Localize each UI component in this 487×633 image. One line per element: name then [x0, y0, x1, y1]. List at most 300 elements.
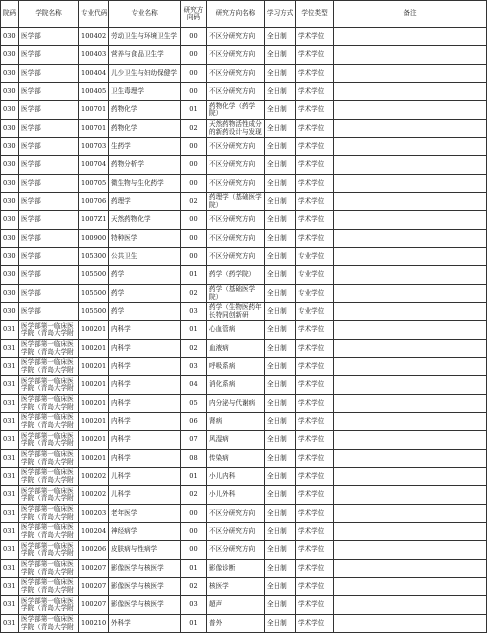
study-mode-cell: 全日制 [265, 120, 296, 138]
college-name-cell: 医学部 [19, 120, 79, 138]
direction-name-cell: 不区分研究方向 [207, 83, 265, 101]
table-header-row [1, 1, 487, 28]
college-name-cell: 医学部 [19, 175, 79, 193]
direction-code-cell: 06 [181, 413, 207, 431]
direction-name-cell: 小儿外科 [207, 486, 265, 505]
direction-code-cell: 05 [181, 395, 207, 413]
direction-code-cell: 01 [181, 468, 207, 486]
header-cell: 专业代码 [79, 1, 109, 28]
study-mode-cell: 全日制 [265, 376, 296, 395]
degree-type-cell: 学术学位 [296, 120, 334, 138]
degree-type-cell: 学术学位 [296, 340, 334, 358]
table-row [1, 541, 487, 560]
college-name-cell: 医学部 [19, 211, 79, 230]
remarks-cell [334, 413, 487, 431]
direction-code-cell: 01 [181, 560, 207, 578]
major-code-cell: 100701 [79, 120, 109, 138]
college-code-cell: 031 [1, 615, 19, 633]
major-name-cell: 儿少卫生与妇幼保健学 [109, 65, 181, 83]
major-name-cell: 药学 [109, 303, 181, 321]
remarks-cell [334, 175, 487, 193]
major-name-cell: 内科学 [109, 358, 181, 376]
major-name-cell: 天然药物化学 [109, 211, 181, 230]
degree-type-cell: 专业学位 [296, 285, 334, 303]
direction-name-cell: 药学（生物医药年长特同创新研 [207, 303, 265, 321]
direction-code-cell: 00 [181, 65, 207, 83]
college-name-cell: 医学部第一临床医学院（青岛大学附 [19, 376, 79, 395]
remarks-cell [334, 138, 487, 156]
college-code-cell: 031 [1, 468, 19, 486]
header-cell: 学习方式 [265, 1, 296, 28]
major-name-cell: 微生物与生化药学 [109, 175, 181, 193]
study-mode-cell: 全日制 [265, 505, 296, 523]
college-name-cell: 医学部 [19, 285, 79, 303]
table-row [1, 578, 487, 596]
table-row [1, 101, 487, 120]
remarks-cell [334, 83, 487, 101]
college-name-cell: 医学部 [19, 248, 79, 266]
major-code-cell: 105300 [79, 248, 109, 266]
study-mode-cell: 全日制 [265, 413, 296, 431]
college-code-cell: 030 [1, 101, 19, 120]
study-mode-cell: 全日制 [265, 358, 296, 376]
direction-code-cell: 00 [181, 230, 207, 248]
major-code-cell: 100705 [79, 175, 109, 193]
college-name-cell: 医学部 [19, 230, 79, 248]
direction-code-cell: 00 [181, 138, 207, 156]
major-name-cell: 公共卫生 [109, 248, 181, 266]
table-row [1, 413, 487, 431]
remarks-cell [334, 266, 487, 285]
remarks-cell [334, 285, 487, 303]
major-code-cell: 100404 [79, 65, 109, 83]
direction-name-cell: 药理学（基础医学院） [207, 193, 265, 211]
college-code-cell: 030 [1, 65, 19, 83]
college-code-cell: 030 [1, 211, 19, 230]
major-code-cell: 105500 [79, 303, 109, 321]
direction-name-cell: 天然药物活性成分的新药设计与发现 [207, 120, 265, 138]
degree-type-cell: 学术学位 [296, 615, 334, 633]
degree-type-cell: 专业学位 [296, 248, 334, 266]
table-row [1, 193, 487, 211]
direction-code-cell: 00 [181, 248, 207, 266]
direction-code-cell: 00 [181, 523, 207, 541]
remarks-cell [334, 431, 487, 450]
college-code-cell: 031 [1, 486, 19, 505]
degree-type-cell: 学术学位 [296, 230, 334, 248]
remarks-cell [334, 486, 487, 505]
direction-code-cell: 08 [181, 450, 207, 468]
college-name-cell: 医学部 [19, 28, 79, 46]
major-code-cell: 1007Z1 [79, 211, 109, 230]
college-code-cell: 031 [1, 376, 19, 395]
major-code-cell: 100704 [79, 156, 109, 175]
direction-name-cell: 内分泌与代谢病 [207, 395, 265, 413]
college-name-cell: 医学部 [19, 193, 79, 211]
table-row [1, 120, 487, 138]
major-code-cell: 100207 [79, 560, 109, 578]
college-code-cell: 031 [1, 431, 19, 450]
direction-name-cell: 血液病 [207, 340, 265, 358]
college-code-cell: 031 [1, 596, 19, 615]
major-code-cell: 100201 [79, 321, 109, 340]
study-mode-cell: 全日制 [265, 175, 296, 193]
remarks-cell [334, 46, 487, 65]
college-code-cell: 030 [1, 230, 19, 248]
header-cell: 学位类型 [296, 1, 334, 28]
direction-code-cell: 07 [181, 431, 207, 450]
major-name-cell: 内科学 [109, 413, 181, 431]
major-code-cell: 100201 [79, 358, 109, 376]
table-row [1, 505, 487, 523]
direction-name-cell: 肾病 [207, 413, 265, 431]
major-code-cell: 105500 [79, 266, 109, 285]
table-row [1, 486, 487, 505]
study-mode-cell: 全日制 [265, 523, 296, 541]
direction-code-cell: 02 [181, 193, 207, 211]
table-row [1, 615, 487, 633]
college-code-cell: 031 [1, 340, 19, 358]
major-code-cell: 100201 [79, 395, 109, 413]
remarks-cell [334, 541, 487, 560]
remarks-cell [334, 65, 487, 83]
major-name-cell: 儿科学 [109, 468, 181, 486]
remarks-cell [334, 28, 487, 46]
direction-name-cell: 心血管病 [207, 321, 265, 340]
major-name-cell: 药学 [109, 266, 181, 285]
direction-code-cell: 03 [181, 358, 207, 376]
table-row [1, 28, 487, 46]
table-row [1, 266, 487, 285]
table-row [1, 376, 487, 395]
major-name-cell: 影像医学与核医学 [109, 578, 181, 596]
college-name-cell: 医学部 [19, 65, 79, 83]
degree-type-cell: 学术学位 [296, 211, 334, 230]
remarks-cell [334, 523, 487, 541]
college-name-cell: 医学部第一临床医学院（青岛大学附 [19, 541, 79, 560]
study-mode-cell: 全日制 [265, 578, 296, 596]
table-row [1, 450, 487, 468]
direction-code-cell: 04 [181, 376, 207, 395]
college-code-cell: 031 [1, 413, 19, 431]
college-name-cell: 医学部第一临床医学院（青岛大学附 [19, 486, 79, 505]
remarks-cell [334, 578, 487, 596]
college-code-cell: 030 [1, 266, 19, 285]
major-code-cell: 100201 [79, 340, 109, 358]
degree-type-cell: 学术学位 [296, 175, 334, 193]
direction-code-cell: 00 [181, 541, 207, 560]
table-body [1, 28, 487, 633]
remarks-cell [334, 120, 487, 138]
study-mode-cell: 全日制 [265, 83, 296, 101]
direction-name-cell: 不区分研究方向 [207, 230, 265, 248]
direction-name-cell: 消化系病 [207, 376, 265, 395]
study-mode-cell: 全日制 [265, 431, 296, 450]
direction-name-cell: 不区分研究方向 [207, 65, 265, 83]
table-row [1, 230, 487, 248]
study-mode-cell: 全日制 [265, 156, 296, 175]
study-mode-cell: 全日制 [265, 248, 296, 266]
degree-type-cell: 专业学位 [296, 303, 334, 321]
direction-name-cell: 核医学 [207, 578, 265, 596]
table-row [1, 395, 487, 413]
college-name-cell: 医学部第一临床医学院（青岛大学附 [19, 413, 79, 431]
table-row [1, 65, 487, 83]
direction-code-cell: 01 [181, 615, 207, 633]
study-mode-cell: 全日制 [265, 266, 296, 285]
table-row [1, 285, 487, 303]
remarks-cell [334, 248, 487, 266]
degree-type-cell: 学术学位 [296, 523, 334, 541]
major-code-cell: 100405 [79, 83, 109, 101]
direction-name-cell: 不区分研究方向 [207, 156, 265, 175]
direction-code-cell: 00 [181, 156, 207, 175]
direction-code-cell: 02 [181, 578, 207, 596]
major-name-cell: 药物化学 [109, 120, 181, 138]
remarks-cell [334, 615, 487, 633]
study-mode-cell: 全日制 [265, 28, 296, 46]
study-mode-cell: 全日制 [265, 138, 296, 156]
college-name-cell: 医学部 [19, 156, 79, 175]
direction-code-cell: 01 [181, 266, 207, 285]
degree-type-cell: 学术学位 [296, 138, 334, 156]
college-code-cell: 030 [1, 138, 19, 156]
college-name-cell: 医学部 [19, 266, 79, 285]
major-name-cell: 营养与食品卫生学 [109, 46, 181, 65]
direction-code-cell: 01 [181, 321, 207, 340]
major-code-cell: 100201 [79, 413, 109, 431]
direction-code-cell: 00 [181, 46, 207, 65]
table-row [1, 156, 487, 175]
college-name-cell: 医学部第一临床医学院（青岛大学附 [19, 560, 79, 578]
major-code-cell: 105500 [79, 285, 109, 303]
table-row [1, 523, 487, 541]
college-code-cell: 030 [1, 285, 19, 303]
college-name-cell: 医学部 [19, 46, 79, 65]
major-code-cell: 100210 [79, 615, 109, 633]
study-mode-cell: 全日制 [265, 596, 296, 615]
degree-type-cell: 学术学位 [296, 395, 334, 413]
study-mode-cell: 全日制 [265, 468, 296, 486]
degree-type-cell: 学术学位 [296, 468, 334, 486]
major-code-cell: 100201 [79, 450, 109, 468]
college-code-cell: 030 [1, 83, 19, 101]
table-row [1, 596, 487, 615]
direction-code-cell: 02 [181, 486, 207, 505]
major-name-cell: 影像医学与核医学 [109, 560, 181, 578]
direction-name-cell: 药物化学（药学院） [207, 101, 265, 120]
direction-name-cell: 不区分研究方向 [207, 523, 265, 541]
college-name-cell: 医学部第一临床医学院（青岛大学附 [19, 578, 79, 596]
study-mode-cell: 全日制 [265, 230, 296, 248]
direction-code-cell: 02 [181, 120, 207, 138]
major-name-cell: 儿科学 [109, 486, 181, 505]
study-mode-cell: 全日制 [265, 211, 296, 230]
college-name-cell: 医学部第一临床医学院（青岛大学附 [19, 523, 79, 541]
remarks-cell [334, 468, 487, 486]
major-code-cell: 100204 [79, 523, 109, 541]
table-row [1, 468, 487, 486]
table-row [1, 138, 487, 156]
college-code-cell: 031 [1, 395, 19, 413]
major-code-cell: 100207 [79, 578, 109, 596]
degree-type-cell: 学术学位 [296, 83, 334, 101]
study-mode-cell: 全日制 [265, 340, 296, 358]
direction-name-cell: 呼吸系病 [207, 358, 265, 376]
direction-code-cell: 00 [181, 28, 207, 46]
remarks-cell [334, 230, 487, 248]
study-mode-cell: 全日制 [265, 615, 296, 633]
college-code-cell: 030 [1, 175, 19, 193]
header-cell: 研究方向名称 [207, 1, 265, 28]
remarks-cell [334, 303, 487, 321]
remarks-cell [334, 156, 487, 175]
header-cell: 备注 [334, 1, 487, 28]
remarks-cell [334, 505, 487, 523]
table-row [1, 321, 487, 340]
study-mode-cell: 全日制 [265, 486, 296, 505]
major-name-cell: 生药学 [109, 138, 181, 156]
major-name-cell: 药学 [109, 285, 181, 303]
college-name-cell: 医学部第一临床医学院（青岛大学附 [19, 450, 79, 468]
college-name-cell: 医学部第一临床医学院（青岛大学附 [19, 615, 79, 633]
direction-name-cell: 普外 [207, 615, 265, 633]
major-code-cell: 100701 [79, 101, 109, 120]
table-row [1, 340, 487, 358]
college-name-cell: 医学部第一临床医学院（青岛大学附 [19, 596, 79, 615]
college-code-cell: 031 [1, 358, 19, 376]
study-mode-cell: 全日制 [265, 560, 296, 578]
major-name-cell: 外科学 [109, 615, 181, 633]
college-name-cell: 医学部 [19, 101, 79, 120]
direction-name-cell: 不区分研究方向 [207, 541, 265, 560]
major-name-cell: 药物分析学 [109, 156, 181, 175]
direction-name-cell: 不区分研究方向 [207, 248, 265, 266]
table-row [1, 248, 487, 266]
degree-type-cell: 学术学位 [296, 65, 334, 83]
remarks-cell [334, 450, 487, 468]
major-code-cell: 100206 [79, 541, 109, 560]
major-name-cell: 药物化学 [109, 101, 181, 120]
remarks-cell [334, 321, 487, 340]
study-mode-cell: 全日制 [265, 193, 296, 211]
major-code-cell: 100203 [79, 505, 109, 523]
direction-code-cell: 02 [181, 340, 207, 358]
direction-name-cell: 风湿病 [207, 431, 265, 450]
major-code-cell: 100402 [79, 28, 109, 46]
major-name-cell: 神经病学 [109, 523, 181, 541]
direction-name-cell: 不区分研究方向 [207, 175, 265, 193]
remarks-cell [334, 560, 487, 578]
college-code-cell: 030 [1, 248, 19, 266]
college-code-cell: 031 [1, 523, 19, 541]
major-name-cell: 内科学 [109, 321, 181, 340]
study-mode-cell: 全日制 [265, 541, 296, 560]
degree-type-cell: 学术学位 [296, 28, 334, 46]
major-name-cell: 内科学 [109, 431, 181, 450]
college-code-cell: 030 [1, 303, 19, 321]
major-name-cell: 影像医学与核医学 [109, 596, 181, 615]
degree-type-cell: 专业学位 [296, 266, 334, 285]
college-name-cell: 医学部第一临床医学院（青岛大学附 [19, 431, 79, 450]
remarks-cell [334, 358, 487, 376]
major-code-cell: 100706 [79, 193, 109, 211]
degree-type-cell: 学术学位 [296, 413, 334, 431]
college-code-cell: 031 [1, 505, 19, 523]
college-name-cell: 医学部第一临床医学院（青岛大学附 [19, 358, 79, 376]
degree-type-cell: 学术学位 [296, 321, 334, 340]
college-name-cell: 医学部第一临床医学院（青岛大学附 [19, 395, 79, 413]
major-name-cell: 内科学 [109, 340, 181, 358]
remarks-cell [334, 340, 487, 358]
degree-type-cell: 学术学位 [296, 560, 334, 578]
direction-name-cell: 影像诊断 [207, 560, 265, 578]
college-name-cell: 医学部 [19, 303, 79, 321]
college-code-cell: 031 [1, 578, 19, 596]
college-name-cell: 医学部 [19, 83, 79, 101]
college-name-cell: 医学部第一临床医学院（青岛大学附 [19, 505, 79, 523]
degree-type-cell: 学术学位 [296, 541, 334, 560]
college-code-cell: 031 [1, 321, 19, 340]
major-name-cell: 内科学 [109, 395, 181, 413]
college-code-cell: 030 [1, 156, 19, 175]
study-mode-cell: 全日制 [265, 395, 296, 413]
header-cell: 学院名称 [19, 1, 79, 28]
header-cell: 研究方向码 [181, 1, 207, 28]
remarks-cell [334, 193, 487, 211]
major-code-cell: 100703 [79, 138, 109, 156]
college-code-cell: 030 [1, 120, 19, 138]
major-name-cell: 劳动卫生与环境卫生学 [109, 28, 181, 46]
college-code-cell: 030 [1, 28, 19, 46]
study-mode-cell: 全日制 [265, 450, 296, 468]
degree-type-cell: 学术学位 [296, 505, 334, 523]
direction-code-cell: 02 [181, 285, 207, 303]
major-name-cell: 内科学 [109, 450, 181, 468]
major-code-cell: 100403 [79, 46, 109, 65]
college-name-cell: 医学部第一临床医学院（青岛大学附 [19, 321, 79, 340]
direction-name-cell: 不区分研究方向 [207, 46, 265, 65]
study-mode-cell: 全日制 [265, 303, 296, 321]
degree-type-cell: 学术学位 [296, 431, 334, 450]
remarks-cell [334, 376, 487, 395]
degree-type-cell: 学术学位 [296, 450, 334, 468]
direction-name-cell: 药学（基础医学院） [207, 285, 265, 303]
direction-name-cell: 小儿内科 [207, 468, 265, 486]
college-code-cell: 031 [1, 560, 19, 578]
direction-code-cell: 00 [181, 175, 207, 193]
degree-type-cell: 学术学位 [296, 596, 334, 615]
college-code-cell: 030 [1, 46, 19, 65]
direction-name-cell: 药学（药学院） [207, 266, 265, 285]
direction-name-cell: 不区分研究方向 [207, 28, 265, 46]
table-row [1, 46, 487, 65]
degree-type-cell: 学术学位 [296, 156, 334, 175]
remarks-cell [334, 101, 487, 120]
major-code-cell: 100207 [79, 596, 109, 615]
direction-code-cell: 00 [181, 83, 207, 101]
major-code-cell: 100202 [79, 468, 109, 486]
degree-type-cell: 学术学位 [296, 486, 334, 505]
major-code-cell: 100201 [79, 431, 109, 450]
major-name-cell: 老年医学 [109, 505, 181, 523]
direction-code-cell: 00 [181, 505, 207, 523]
major-name-cell: 特种医学 [109, 230, 181, 248]
table-row [1, 358, 487, 376]
major-name-cell: 皮肤病与性病学 [109, 541, 181, 560]
table-row [1, 175, 487, 193]
college-code-cell: 031 [1, 541, 19, 560]
